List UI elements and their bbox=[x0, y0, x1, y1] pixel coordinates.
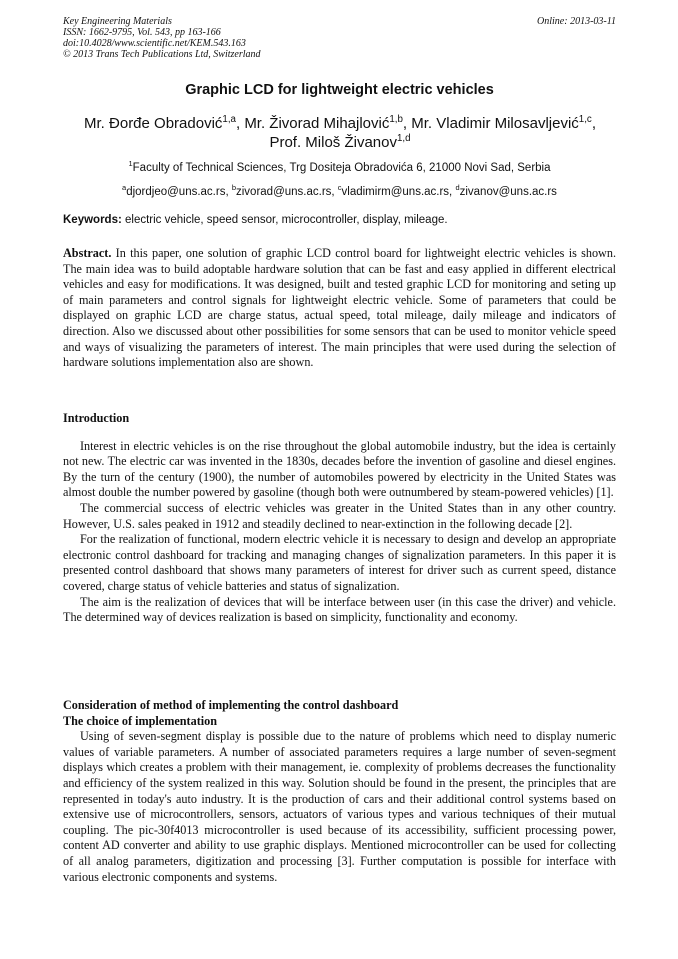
email-mark: b bbox=[231, 183, 236, 193]
author-name: Mr. Živorad Mihajlović bbox=[244, 115, 390, 132]
paragraph: Using of seven-segment display is possible due to the nature of problems which need to display numeric values of variable parameters. A number of associated parameters requires a large number of seven-segment displays which creates a problem with their management, ie. complexity of problems decreases the functionality and efficiency of the system realized in this way. Solution should be found in the present, the principles that are represented in today's auto industry. It is the production of cars and their additional control systems based on extensive use of microcontrollers, sensors, actuators of various types and various techniques of their mutual coupling. The pic-30f4013 microcontroller is used because of its accessibility, sufficient processing power, content AD converter and ability to use graphic displays. Mentioned microcontroller can be used for collecting of all analog parameters, digitization and processing [3]. Further computation is possible for interface with various electronic components and systems. bbox=[63, 729, 616, 884]
author-affil-mark: 1,d bbox=[396, 133, 411, 144]
keywords-text: electric vehicle, speed sensor, microcontroller, display, mileage. bbox=[121, 214, 448, 226]
section-heading: Consideration of method of implementing the control dashboard bbox=[63, 698, 399, 712]
journal-doi: doi:10.4028/www.scientific.net/KEM.543.163 bbox=[63, 38, 246, 49]
email-mark: c bbox=[337, 183, 342, 193]
affiliation-text: Faculty of Technical Sciences, Trg Dositeja Obradovića 6, 21000 Novi Sad, Serbia bbox=[132, 162, 551, 174]
paragraph: For the realization of functional, modern electric vehicle it is necessary to design and develop an appropriate electronic control dashboard for tracking and managing changes of signalization parameters. In this paper it is presented control dashboard that shows many parameters of interest for driver such as current speed, distance covered, charge status of vehicle batteries and status of signalization. bbox=[63, 532, 616, 593]
section-heading: Introduction bbox=[63, 411, 130, 425]
paper-title: Graphic LCD for lightweight electric vehicles bbox=[185, 82, 494, 98]
email-address: zivanov@uns.ac.rs bbox=[459, 186, 557, 198]
paragraph: The commercial success of electric vehicles was greater in the United States than in any other country. However, U.S. sales peaked in 1912 and steadily declined to near-extinction in the following decade [2]. bbox=[63, 500, 616, 531]
abstract-text: In this paper, one solution of graphic LCD control board for lightweight electric vehicles is shown. The main idea was to build adoptable hardware solution that can be fast and easy applied in different electrical vehicles and easy for modifications. It was designed, built and tested graphic LCD for monitoring and seting up of main parameters and control signals for lightweight electric vehicle. Some of parameters that could be displayed on graphic LCD are charge status, actual speed, total mileage, daily mileage and indicators of direction. Also we discussed about other possibilities for some sensors that can be used to monitor vehicle speed and ways of visualizing the parameters of interest. The main principles that were used during the selection of hardware solutions implementation also are shown. bbox=[63, 246, 616, 370]
subsection-heading: The choice of implementation bbox=[63, 713, 218, 728]
author-affil-mark: 1,a bbox=[222, 114, 236, 125]
author-separator: , bbox=[402, 115, 412, 132]
abstract-label: Abstract. bbox=[63, 246, 112, 260]
author-list bbox=[40, 114, 640, 152]
implementation-section bbox=[63, 698, 616, 885]
introduction-section bbox=[63, 411, 616, 626]
affiliation-block bbox=[63, 156, 616, 204]
author-separator: , bbox=[591, 115, 596, 132]
author-affil-mark: 1,b bbox=[389, 114, 403, 125]
email-mark: a bbox=[122, 183, 127, 193]
email-mark: d bbox=[455, 183, 460, 193]
author-affil-mark: 1,c bbox=[578, 114, 592, 125]
paragraph: The aim is the realization of devices that will be interface between user (in this case the driver) and vehicle. The determined way of devices realization is based on simplicity, functionality and economy. bbox=[63, 594, 616, 625]
author-separator: , bbox=[235, 115, 245, 132]
journal-issn: ISSN: 1662-9795, Vol. 543, pp 163-166 bbox=[63, 27, 221, 38]
journal-name: Key Engineering Materials bbox=[63, 16, 172, 27]
affiliation bbox=[63, 156, 616, 180]
online-date: Online: 2013-03-11 bbox=[537, 16, 616, 27]
email-address: vladimirm@uns.ac.rs, bbox=[341, 186, 456, 198]
journal-copyright: © 2013 Trans Tech Publications Ltd, Switzerland bbox=[63, 49, 261, 60]
author-name: Mr. Vladimir Milosavljević bbox=[411, 115, 579, 132]
author-name: Mr. Đorđe Obradović bbox=[84, 115, 223, 132]
email-address: zivorad@uns.ac.rs, bbox=[236, 186, 338, 198]
author-name: Prof. Miloš Živanov bbox=[269, 134, 397, 151]
email-address: djordjeo@uns.ac.rs, bbox=[126, 186, 232, 198]
affiliation-mark: 1 bbox=[128, 159, 133, 169]
paragraph: Interest in electric vehicles is on the rise throughout the global automobile industry, but the idea is certainly not new. The electric car was invented in the 1830s, decades before the invention of gasoline and diesel engines. By the turn of the century (1900), the number of automobiles powered by electricity in the United States was almost double the number powered by gasoline (though both were outnumbered by steam-powered vehicles) [1]. bbox=[63, 438, 616, 500]
abstract bbox=[63, 246, 616, 371]
email-list bbox=[63, 180, 616, 204]
journal-header bbox=[63, 16, 616, 60]
keywords bbox=[63, 214, 616, 226]
keywords-label: Keywords: bbox=[63, 214, 122, 226]
